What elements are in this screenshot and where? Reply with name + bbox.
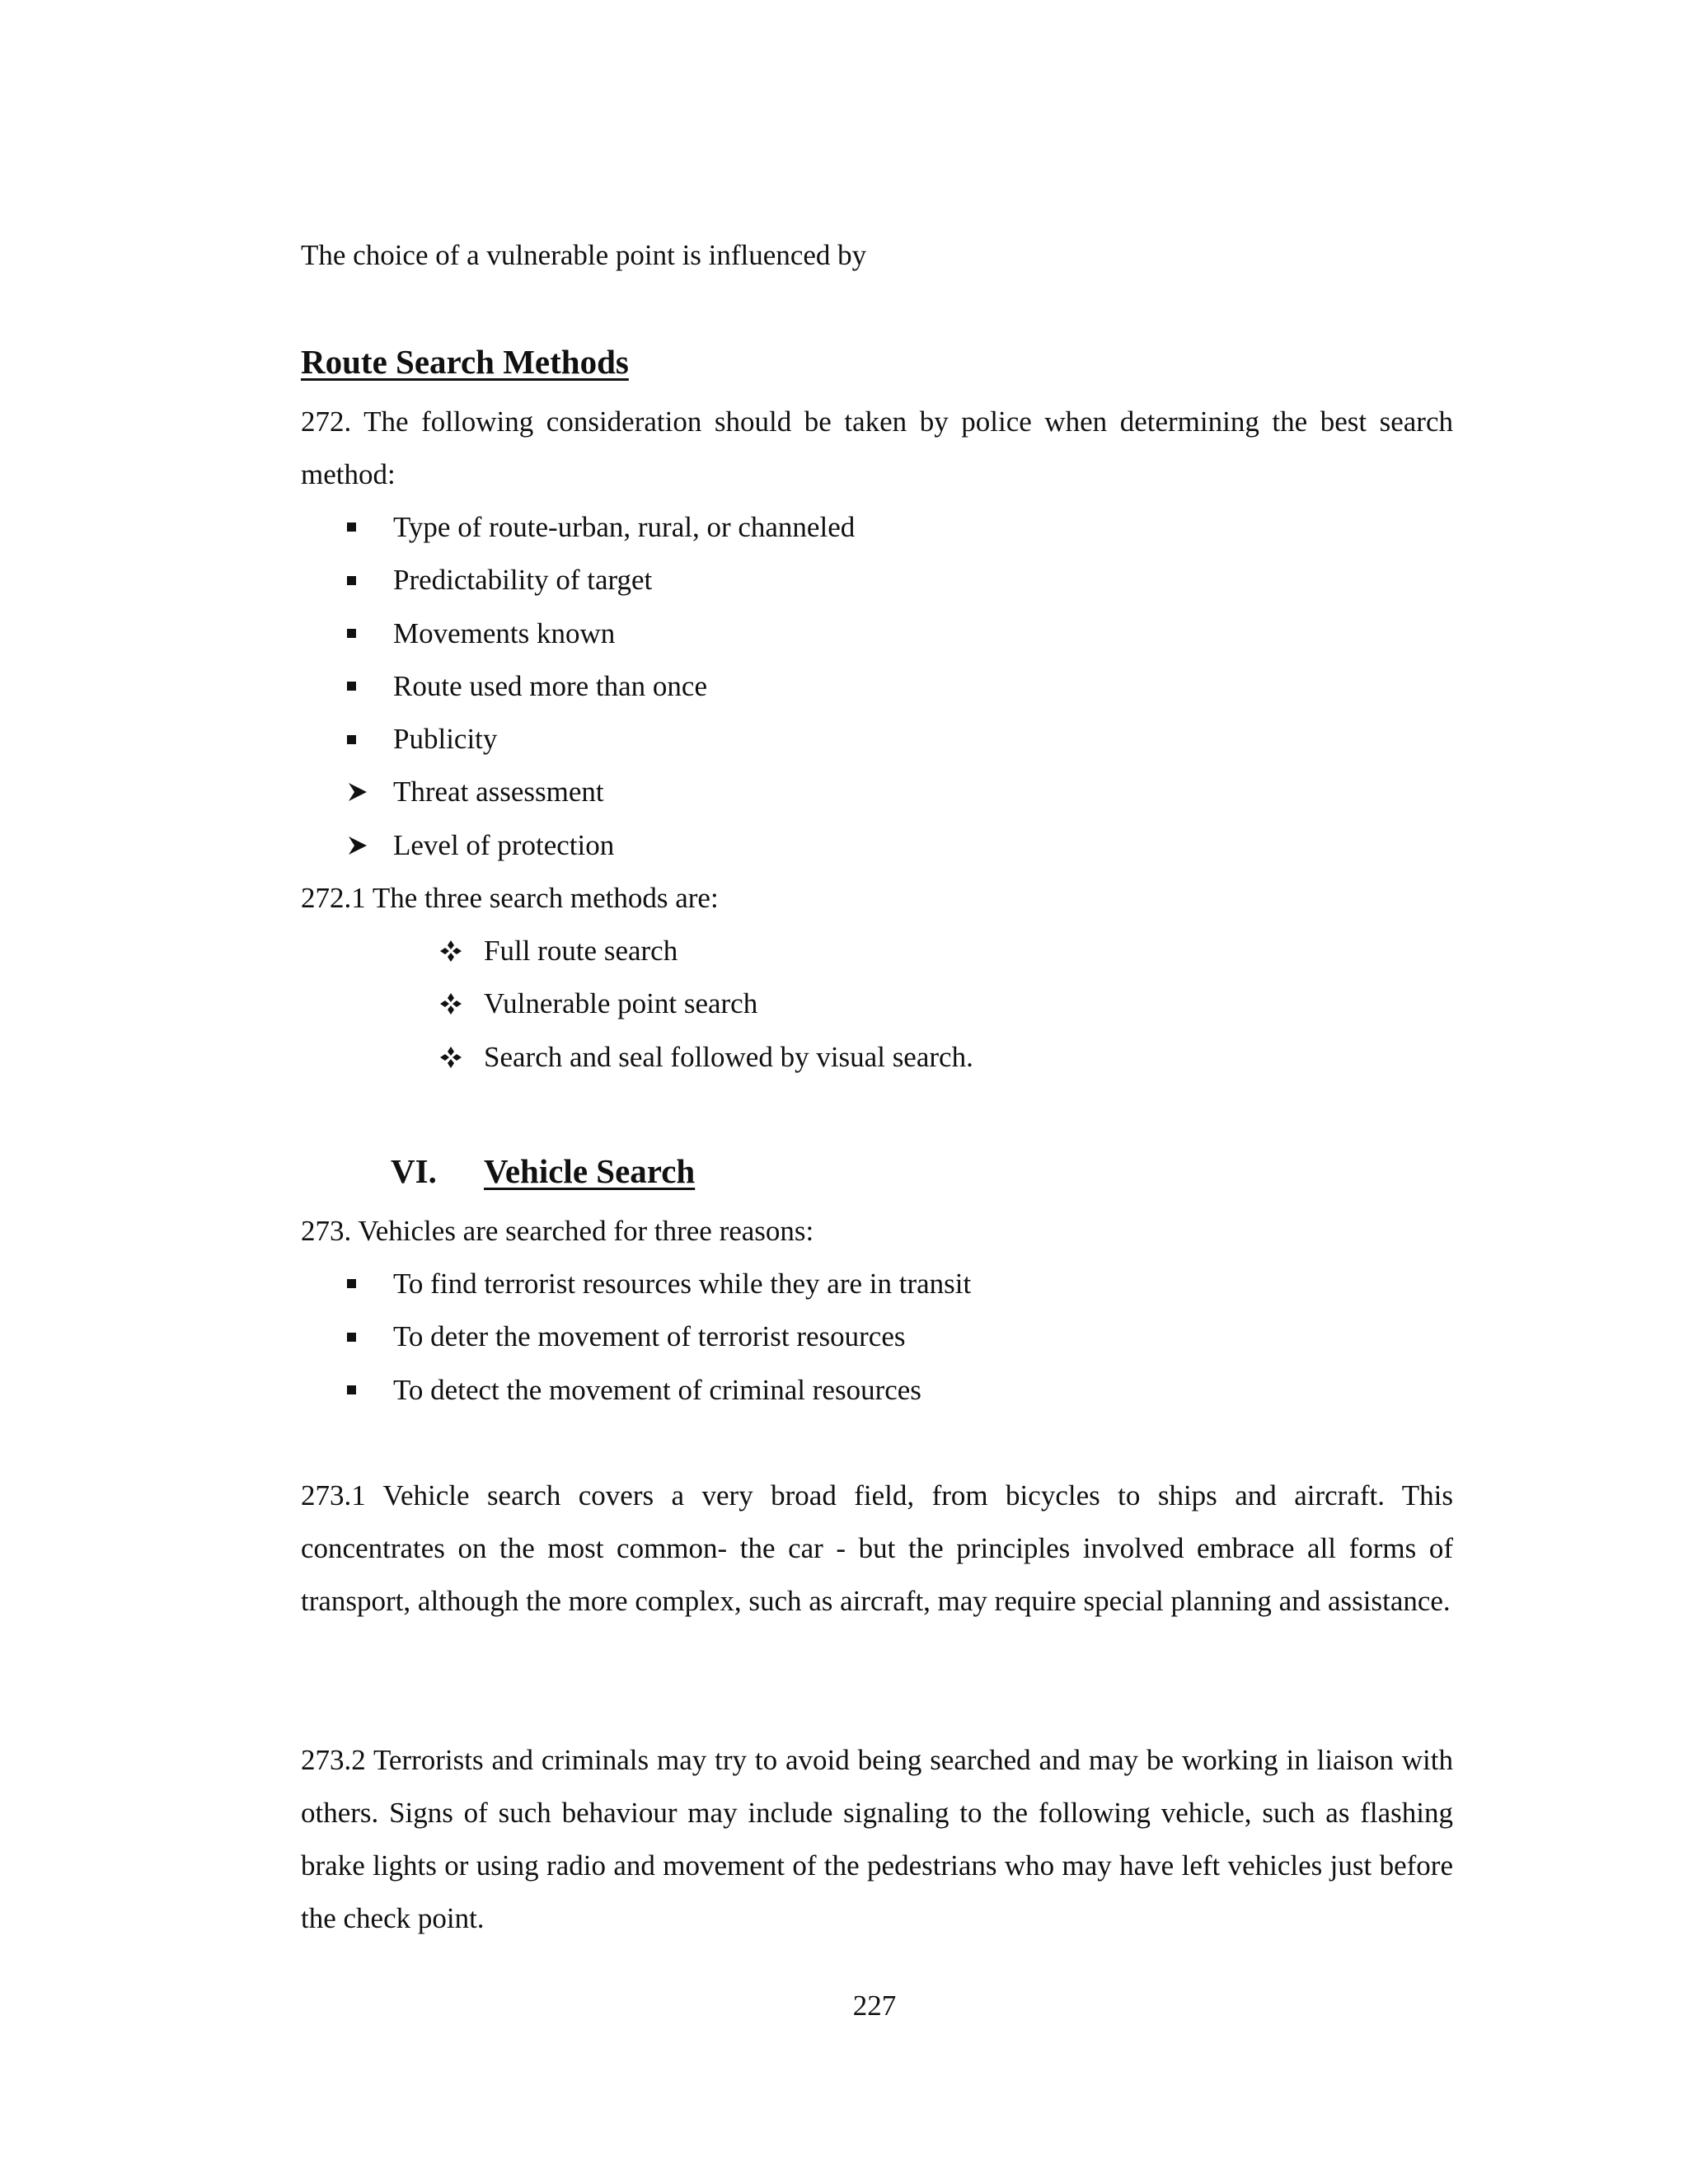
list-item-text: Type of route-urban, rural, or channeled <box>393 511 856 543</box>
list-item-text: To deter the movement of terrorist resources <box>393 1320 906 1353</box>
diamond-bullet-icon <box>439 1031 472 1084</box>
arrow-bullet-icon <box>347 819 380 872</box>
diamond-bullet-icon <box>439 925 472 977</box>
paragraph-273-1: 273.1 Vehicle search covers a very broad field, from bicycles to ships and aircraft. This concentrates on the most common- the car - but the principles involved embrace all forms of transport, although the more complex, such as aircraft, may require special planning and assistance. <box>301 1479 1453 1617</box>
paragraph-273: 273. Vehicles are searched for three reasons: <box>301 1215 814 1247</box>
square-bullet-icon <box>347 1364 380 1417</box>
list-item-text: Predictability of target <box>393 564 653 597</box>
paragraph-272: 272. The following consideration should be taken by police when determining the best search method: <box>301 405 1453 490</box>
list-item-text: Full route search <box>484 935 678 967</box>
square-bullet-icon <box>347 607 380 660</box>
square-bullet-icon <box>347 501 380 554</box>
square-bullet-icon <box>347 1310 380 1363</box>
list-item-text: Route used more than once <box>393 669 708 702</box>
paragraph-272-1: 272.1 The three search methods are: <box>301 882 719 914</box>
list-item-text: Level of protection <box>393 828 615 861</box>
arrow-bullet-icon <box>347 766 380 818</box>
intro-line: The choice of a vulnerable point is influenced by <box>301 239 867 271</box>
list-item-text: Vulnerable point search <box>484 987 758 1020</box>
list-item-text: To detect the movement of criminal resources <box>393 1373 921 1406</box>
section-number: VI. <box>391 1152 437 1190</box>
diamond-bullet-icon <box>439 977 472 1030</box>
square-bullet-icon <box>347 660 380 713</box>
list-item-text: Search and seal followed by visual search. <box>484 1040 973 1073</box>
paragraph-273-2: 273.2 Terrorists and criminals may try to avoid being searched and may be working in liaison with others. Signs of such behaviour may include signaling to the following vehicle, such as flashing brake lights or using radio and movement of the pedestrians who may have left vehicles just before the check point. <box>301 1744 1453 1934</box>
square-bullet-icon <box>347 554 380 607</box>
route-search-heading: Route Search Methods <box>301 343 629 381</box>
page-number: 227 <box>852 1990 897 2022</box>
list-item-text: Movements known <box>393 616 616 649</box>
section-title: Vehicle Search <box>484 1152 696 1190</box>
square-bullet-icon <box>347 713 380 766</box>
square-bullet-icon <box>347 1258 380 1310</box>
list-item-text: Publicity <box>393 723 498 756</box>
list-item-text: Threat assessment <box>393 776 604 808</box>
list-item-text: To find terrorist resources while they are in transit <box>393 1268 972 1300</box>
